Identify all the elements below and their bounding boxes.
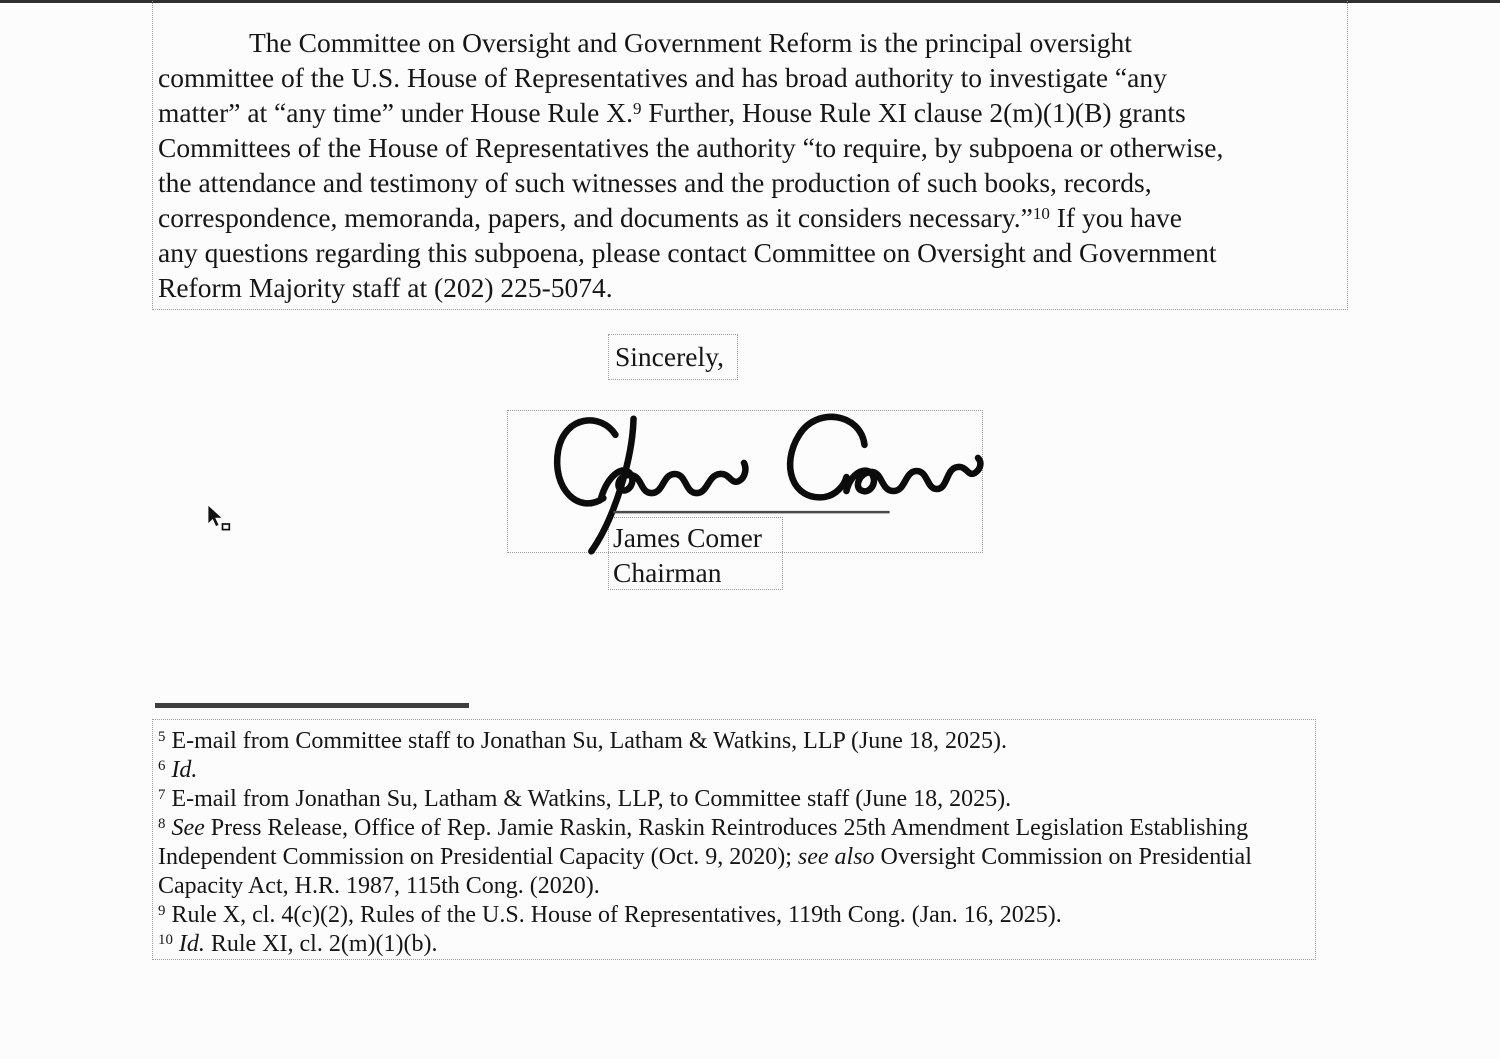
text-line: correspondence, memoranda, papers, and documents as it considers necessary.”$^{10}$ If you have xyxy=(158,202,1182,233)
signer-name: James Comer xyxy=(613,522,762,553)
text-line: Reform Majority staff at (202) 225-5074. xyxy=(158,272,613,303)
text-line: Committees of the House of Representatives the authority “to require, by subpoena or otherwise, xyxy=(158,132,1224,163)
body-paragraph-region[interactable] xyxy=(152,0,1348,310)
text-line: $^5$ E-mail from Committee staff to Jonathan Su, Latham & Watkins, LLP (June 18, 2025). xyxy=(158,728,1007,754)
text-line: $^6$ Id. xyxy=(158,757,198,783)
text-line: any questions regarding this subpoena, please contact Committee on Oversight and Government xyxy=(158,237,1217,268)
text-line: matter” at “any time” under House Rule X.$^9$ Further, House Rule XI clause 2(m)(1)(B) grants xyxy=(158,97,1186,128)
mouse-cursor-icon xyxy=(205,504,237,536)
body-paragraph-text xyxy=(158,25,1343,305)
closing-region[interactable] xyxy=(608,334,738,380)
text-line: $^7$ E-mail from Jonathan Su, Latham & Watkins, LLP, to Committee staff (June 18, 2025). xyxy=(158,786,1012,812)
text-line: Capacity Act, H.R. 1987, 115th Cong. (2020). xyxy=(158,873,600,899)
signer-name-region[interactable] xyxy=(608,517,783,590)
text-line: The Committee on Oversight and Government Reform is the principal oversight xyxy=(249,27,1132,58)
text-line: the attendance and testimony of such witnesses and the production of such books, records, xyxy=(158,167,1152,198)
signer-title: Chairman xyxy=(613,557,722,588)
footnotes-text xyxy=(158,727,1311,959)
text-line: $^8$ See Press Release, Office of Rep. Jamie Raskin, Raskin Reintroduces 25th Amendment Legislation Establishing xyxy=(158,815,1249,841)
text-line: Independent Commission on Presidential Capacity (Oct. 9, 2020); see also Oversight Commission on Presidential xyxy=(158,844,1252,870)
text-line: $^{10}$ Id. Rule XI, cl. 2(m)(1)(b). xyxy=(158,931,438,957)
closing-text: Sincerely, xyxy=(615,341,724,372)
footnotes-region[interactable] xyxy=(152,719,1316,960)
text-line: $^9$ Rule X, cl. 4(c)(2), Rules of the U.S. House of Representatives, 119th Cong. (Jan. 16, 2025). xyxy=(158,902,1062,928)
text-line: committee of the U.S. House of Representatives and has broad authority to investigate “any xyxy=(158,62,1167,93)
footnote-separator-rule xyxy=(155,703,469,708)
